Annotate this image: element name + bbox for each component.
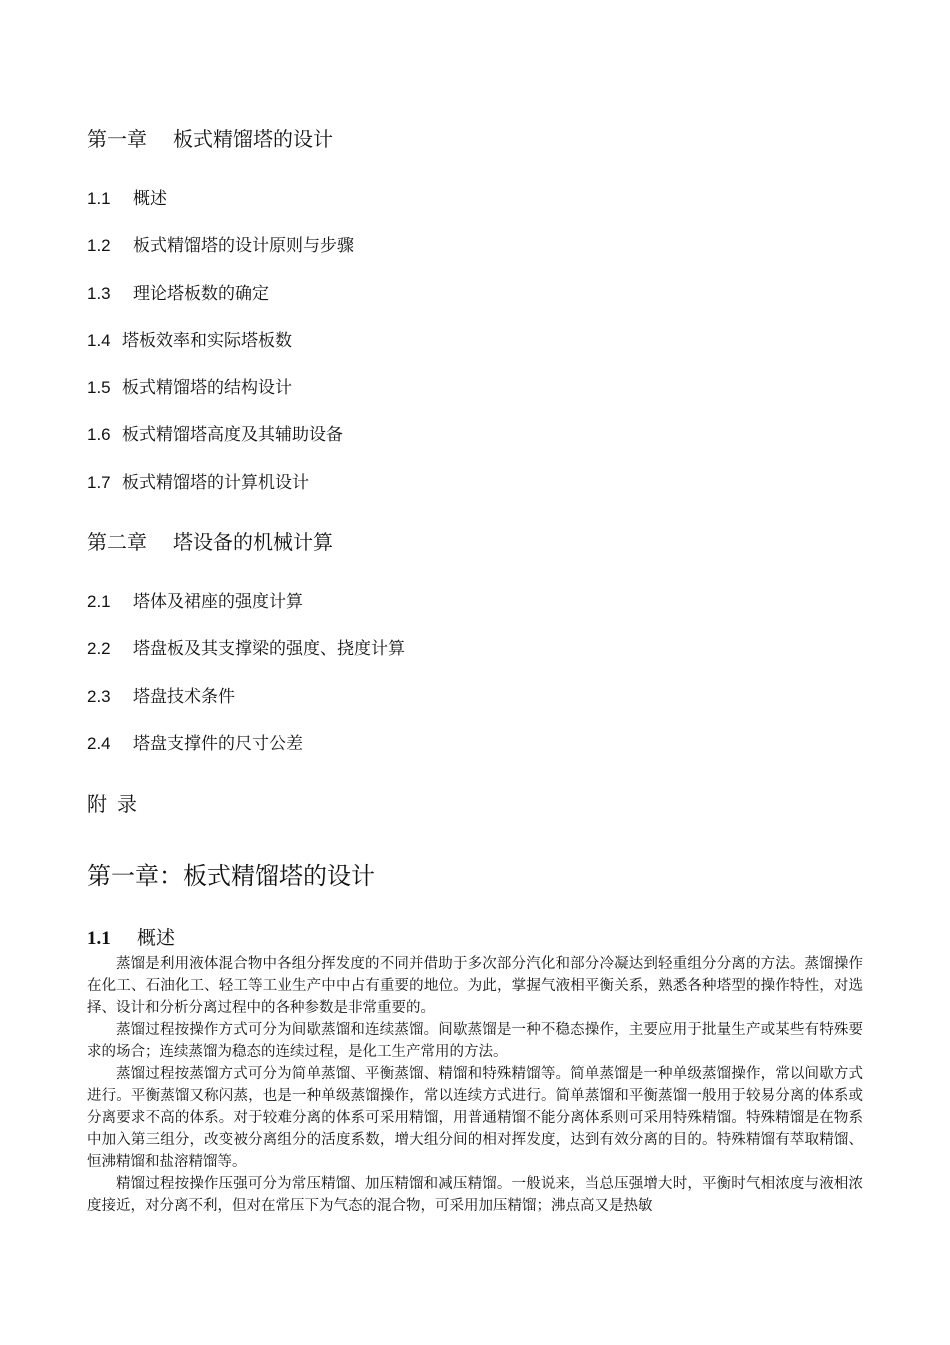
toc-item-1-3 (87, 283, 269, 305)
toc-item-2-1 (87, 591, 303, 613)
toc-chapter-1-label: 第一章 (87, 127, 147, 151)
toc-item-1-2 (87, 235, 354, 257)
toc-item-title: 塔盘支撑件的尺寸公差 (133, 734, 303, 754)
toc-item-number: 1.7 (87, 473, 111, 492)
toc-item-title: 概述 (133, 189, 167, 209)
toc-item-number: 1.1 (87, 189, 111, 208)
paragraph: 精馏过程按操作压强可分为常压精馏、加压精馏和减压精馏。一般说来，当总压强增大时，平衡时气相浓度与液相浓度接近，对分离不利，但对在常压下为气态的混合物，可采用加压精馏；沸点高又是热敏 (87, 1176, 863, 1214)
toc-item-number: 1.4 (87, 331, 111, 350)
toc-item-title: 板式精馏塔的设计原则与步骤 (133, 236, 354, 256)
toc-item-1-4 (87, 330, 292, 352)
toc-item-number: 2.2 (87, 639, 111, 658)
toc-item-title: 塔盘技术条件 (133, 687, 235, 707)
toc-item-1-1 (87, 188, 167, 210)
toc-item-title: 板式精馏塔的结构设计 (122, 378, 292, 398)
toc-item-number: 1.5 (87, 378, 111, 397)
toc-chapter-2 (87, 529, 333, 555)
section-heading (87, 926, 175, 951)
toc-item-number: 2.3 (87, 687, 111, 706)
toc-item-number: 1.2 (87, 236, 111, 255)
section-number: 1.1 (87, 928, 111, 949)
toc-appendix: 附录 (87, 792, 147, 816)
toc-item-number: 2.4 (87, 734, 111, 753)
toc-item-title: 塔体及裙座的强度计算 (133, 592, 303, 612)
section-body (87, 953, 863, 1217)
toc-item-number: 2.1 (87, 592, 111, 611)
paragraph: 蒸馏过程按蒸馏方式可分为简单蒸馏、平衡蒸馏、精馏和特殊精馏等。简单蒸馏是一种单级蒸馏操作，常以间歇方式进行。平衡蒸馏又称闪蒸，也是一种单级蒸馏操作，常以连续方式进行。简单蒸馏和平衡蒸馏一般用于较易分离的体系或分离要求不高的体系。对于较难分离的体系可采用精馏，用普通精馏不能分离体系则可采用特殊精馏。特殊精馏是在物系中加入第三组分，改变被分离组分的活度系数，增大组分间的相对挥发度，达到有效分离的目的。特殊精馏有萃取精馏、恒沸精馏和盐溶精馏等。 (87, 1066, 863, 1170)
paragraph: 蒸馏过程按操作方式可分为间歇蒸馏和连续蒸馏。间歇蒸馏是一种不稳态操作，主要应用于批量生产或某些有特殊要求的场合；连续蒸馏为稳态的连续过程，是化工生产常用的方法。 (87, 1022, 863, 1060)
toc-item-title: 板式精馏塔高度及其辅助设备 (122, 425, 343, 445)
toc-item-1-7 (87, 472, 309, 494)
toc-item-2-3 (87, 686, 235, 708)
toc-item-2-2 (87, 638, 405, 660)
toc-item-title: 理论塔板数的确定 (133, 284, 269, 304)
toc-chapter-1 (87, 126, 333, 152)
toc-item-number: 1.3 (87, 284, 111, 303)
chapter-heading: 第一章：板式精馏塔的设计 (87, 862, 375, 890)
toc-item-title: 塔盘板及其支撑梁的强度、挠度计算 (133, 639, 405, 659)
toc-item-title: 塔板效率和实际塔板数 (122, 331, 292, 351)
toc-item-title: 板式精馏塔的计算机设计 (122, 473, 309, 493)
section-title: 概述 (137, 927, 176, 949)
toc-item-2-4 (87, 733, 303, 755)
toc-item-1-5 (87, 377, 292, 399)
paragraph: 蒸馏是利用液体混合物中各组分挥发度的不同并借助于多次部分汽化和部分冷凝达到轻重组分分离的方法。蒸馏操作在化工、石油化工、轻工等工业生产中中占有重要的地位。为此，掌握气液相平衡关系，熟悉各种塔型的操作特性，对选择、设计和分析分离过程中的各种参数是非常重要的。 (87, 956, 863, 1016)
toc-item-number: 1.6 (87, 425, 111, 444)
toc-item-1-6 (87, 424, 343, 446)
toc-chapter-2-label: 第二章 (87, 530, 147, 554)
toc-chapter-1-title: 板式精馏塔的设计 (173, 127, 333, 151)
toc-chapter-2-title: 塔设备的机械计算 (173, 530, 333, 554)
